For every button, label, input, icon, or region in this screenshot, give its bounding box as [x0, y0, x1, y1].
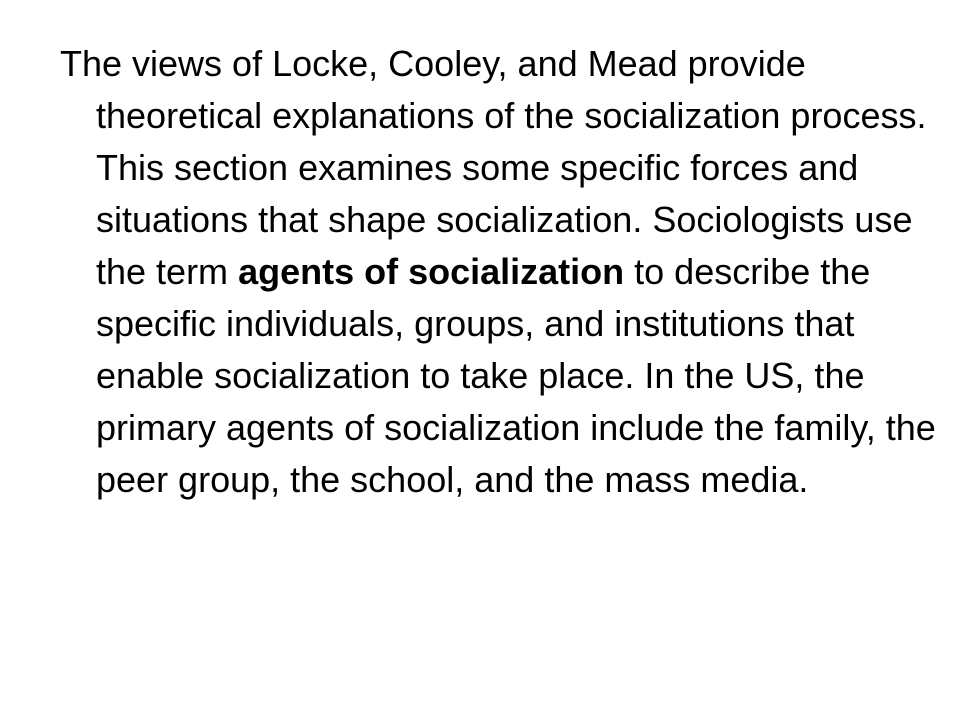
paragraph-text-after: to describe the specific individuals, groups, and institutions that enable socialization to take place. In the US, the primary agents of socialization include the family, the peer group, the school, and the mass media.: [96, 251, 936, 500]
bold-term: agents of socialization: [238, 251, 625, 292]
body-paragraph: [60, 38, 936, 506]
paragraph-text-before: The views of Locke, Cooley, and Mead provide theoretical explanations of the socialization process. This section examines some specific forces and situations that shape socialization. Sociologists use the term: [60, 43, 927, 292]
